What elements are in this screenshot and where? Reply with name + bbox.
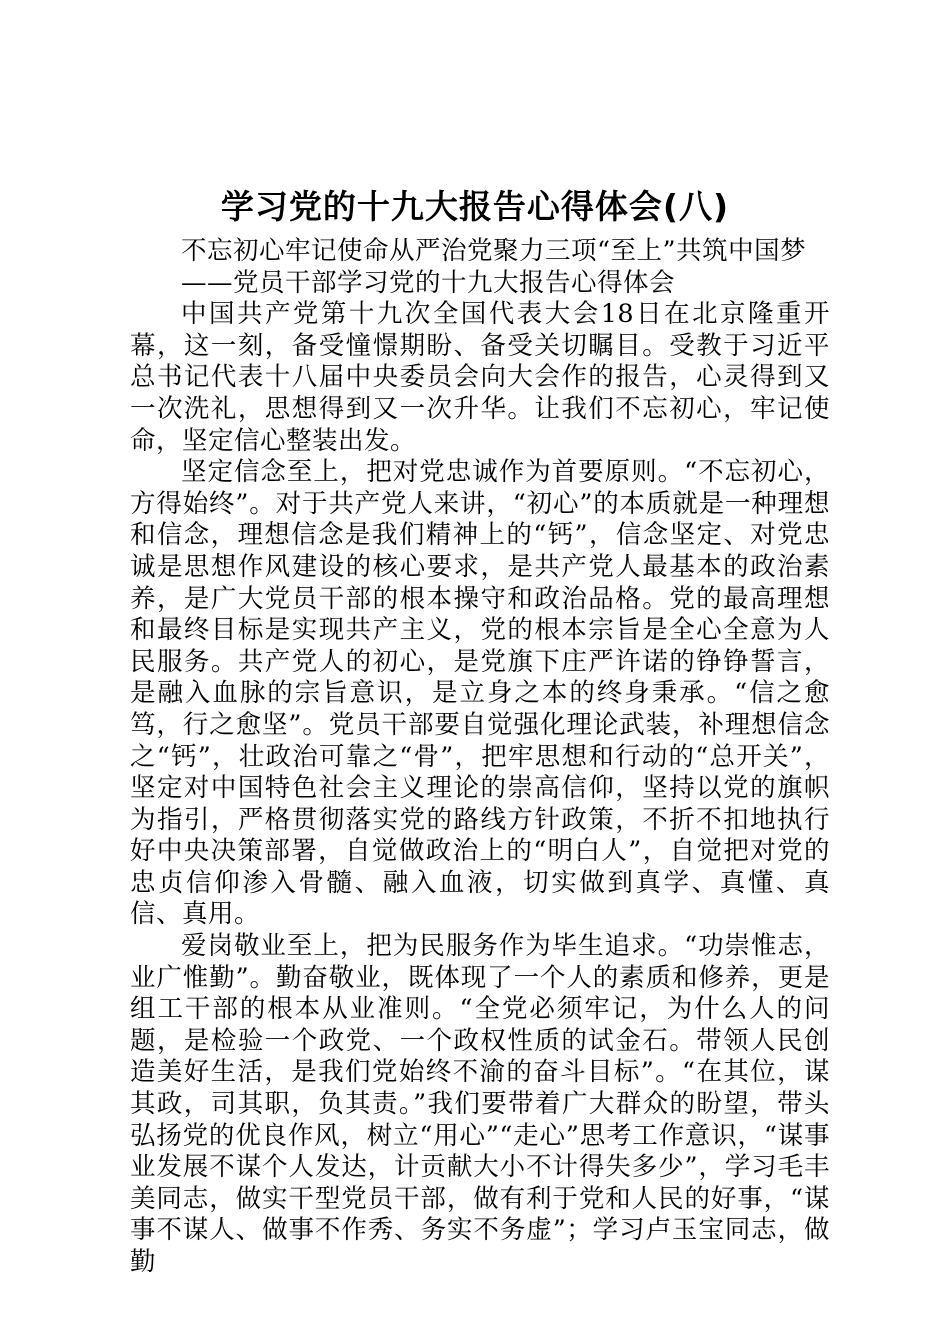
document-subtitle-secondary: ——党员干部学习党的十九大报告心得体会 — [181, 267, 676, 298]
document-body — [130, 236, 830, 1279]
document-title: 学习党的十九大报告心得体会(八) — [220, 187, 730, 226]
document-subtitle: 不忘初心牢记使命从严治党聚力三项“至上”共筑中国梦 — [181, 236, 807, 266]
body-paragraph-2: 坚定信念至上，把对党忠诚作为首要原则。“不忘初心，方得始终”。对于共产党人来讲，“初心”的本质就是一种理想和信念，理想信念是我们精神上的“钙”，信念坚定、对党忠诚是思想作风建设的核心要求，是共产党人最基本的政治素养，是广大党员干部的根本操守和政治品格。党的最高理想和最终目标是实现共产主义，党的根本宗旨是全心全意为人民服务。共产党人的初心，是党旗下庄严许诺的铮铮誓言，是融入血脉的宗旨意识，是立身之本的终身秉承。“信之愈笃，行之愈坚”。党员干部要自觉强化理论武装，补理想信念之“钙”，壮政治可靠之“骨”，把牢思想和行动的“总开关”，坚定对中国特色社会主义理论的崇高信仰，坚持以党的旗帜为指引，严格贯彻落实党的路线方针政策，不折不扣地执行好中央决策部署，自觉做政治上的“明白人”，自觉把对党的忠贞信仰渗入骨髓、融入血液，切实做到真学、真懂、真信、真用。 — [130, 457, 830, 930]
body-paragraph-1: 中国共产党第十九次全国代表大会18日在北京隆重开幕，这一刻，备受憧憬期盼、备受关切瞩目。受教于习近平总书记代表十八届中央委员会向大会作的报告，心灵得到又一次洗礼，思想得到又一次升华。让我们不忘初心，牢记使命，坚定信心整装出发。 — [130, 299, 830, 456]
body-paragraph-3: 爱岗敬业至上，把为民服务作为毕生追求。“功崇惟志，业广惟勤”。勤奋敬业，既体现了一个人的素质和修养，更是组工干部的根本从业准则。“全党必须牢记，为什么人的问题，是检验一个政党、一个政权性质的试金石。带领人民创造美好生活，是我们党始终不渝的奋斗目标”。“在其位，谋其政，司其职，负其责。”我们要带着广大群众的盼望，带头弘扬党的优良作风，树立“用心”“走心”思考工作意识，“谋事业发展不谋个人发达，计贡献大小不计得失多少”，学习毛丰美同志，做实干型党员干部，做有利于党和人民的好事，“谋事不谋人、做事不作秀、务实不务虚”；学习卢玉宝同志，做勤 — [130, 931, 830, 1277]
